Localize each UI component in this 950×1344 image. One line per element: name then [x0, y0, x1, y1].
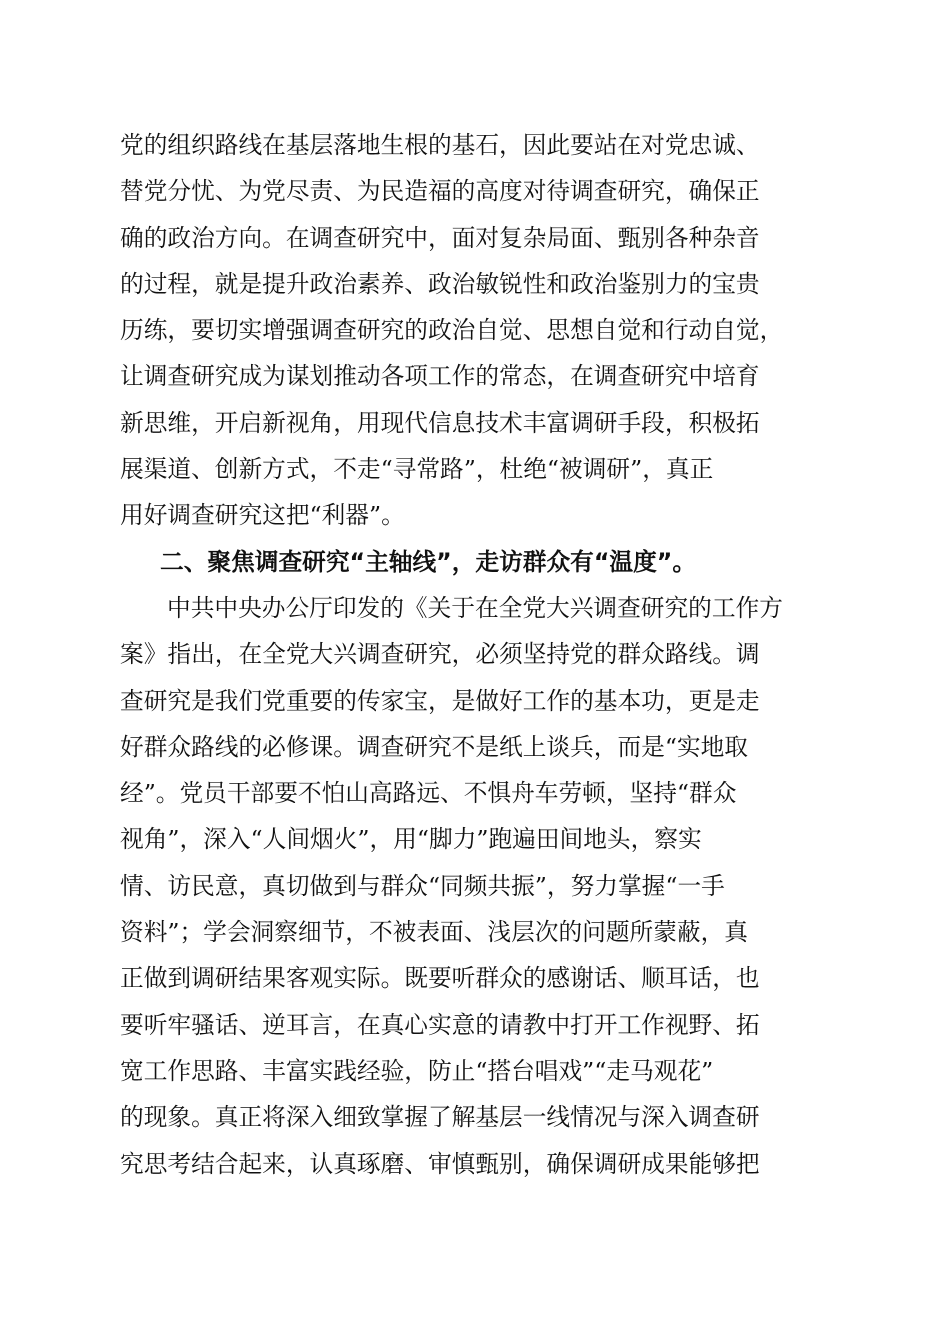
text-line: 用好调查研究这把“利器”。	[120, 501, 405, 530]
text-line: 展渠道、创新方式，不走“寻常路”，杜绝“被调研”，真正	[120, 455, 714, 484]
body-text	[120, 122, 832, 1187]
text-line: 究思考结合起来，认真琢磨、审慎甄别，确保调研成果能够把	[120, 1149, 760, 1178]
text-line: 替党分忧、为党尽责、为民造福的高度对待调查研究，确保正	[120, 177, 760, 206]
text-line: 情、访民意，真切做到与群众“同频共振”，努力掌握“一手	[120, 871, 725, 900]
text-line: 让调查研究成为谋划推动各项工作的常态，在调查研究中培育	[120, 362, 760, 391]
paragraph-first-line: 中共中央办公厅印发的《关于在全党大兴调查研究的工作方	[167, 593, 783, 622]
text-line: 案》指出，在全党大兴调查研究，必须坚持党的群众路线。调	[120, 640, 760, 669]
text-line: 查研究是我们党重要的传家宝，是做好工作的基本功，更是走	[120, 686, 760, 715]
text-line: 历练，要切实增强调查研究的政治自觉、思想自觉和行动自觉，	[120, 316, 784, 345]
section-heading: 二、聚焦调查研究“主轴线”，走访群众有“温度”。	[160, 547, 697, 576]
text-line: 宽工作思路、丰富实践经验，防止“搭台唱戏”“走马观花”	[120, 1056, 714, 1085]
text-line: 新思维，开启新视角，用现代信息技术丰富调研手段，积极拓	[120, 408, 760, 437]
text-line: 要听牢骚话、逆耳言，在真心实意的请教中打开工作视野、拓	[120, 1010, 760, 1039]
text-line: 资料”；学会洞察细节，不被表面、浅层次的问题所蒙蔽，真	[120, 918, 748, 947]
text-line: 党的组织路线在基层落地生根的基石，因此要站在对党忠诚、	[120, 131, 760, 159]
text-line: 确的政治方向。在调查研究中，面对复杂局面、甄别各种杂音	[120, 223, 760, 252]
text-line: 正做到调研结果客观实际。既要听群众的感谢话、顺耳话，也	[120, 964, 760, 993]
text-line: 的过程，就是提升政治素养、政治敏锐性和政治鉴别力的宝贵	[120, 269, 760, 298]
text-line: 的现象。真正将深入细致掌握了解基层一线情况与深入调查研	[120, 1103, 760, 1132]
text-line: 好群众路线的必修课。调查研究不是纸上谈兵，而是“实地取	[120, 732, 748, 761]
text-line: 经”。党员干部要不怕山高路远、不惧舟车劳顿，坚持“群众	[120, 779, 737, 808]
text-line: 视角”，深入“人间烟火”，用“脚力”跑遍田间地头，察实	[120, 825, 702, 854]
